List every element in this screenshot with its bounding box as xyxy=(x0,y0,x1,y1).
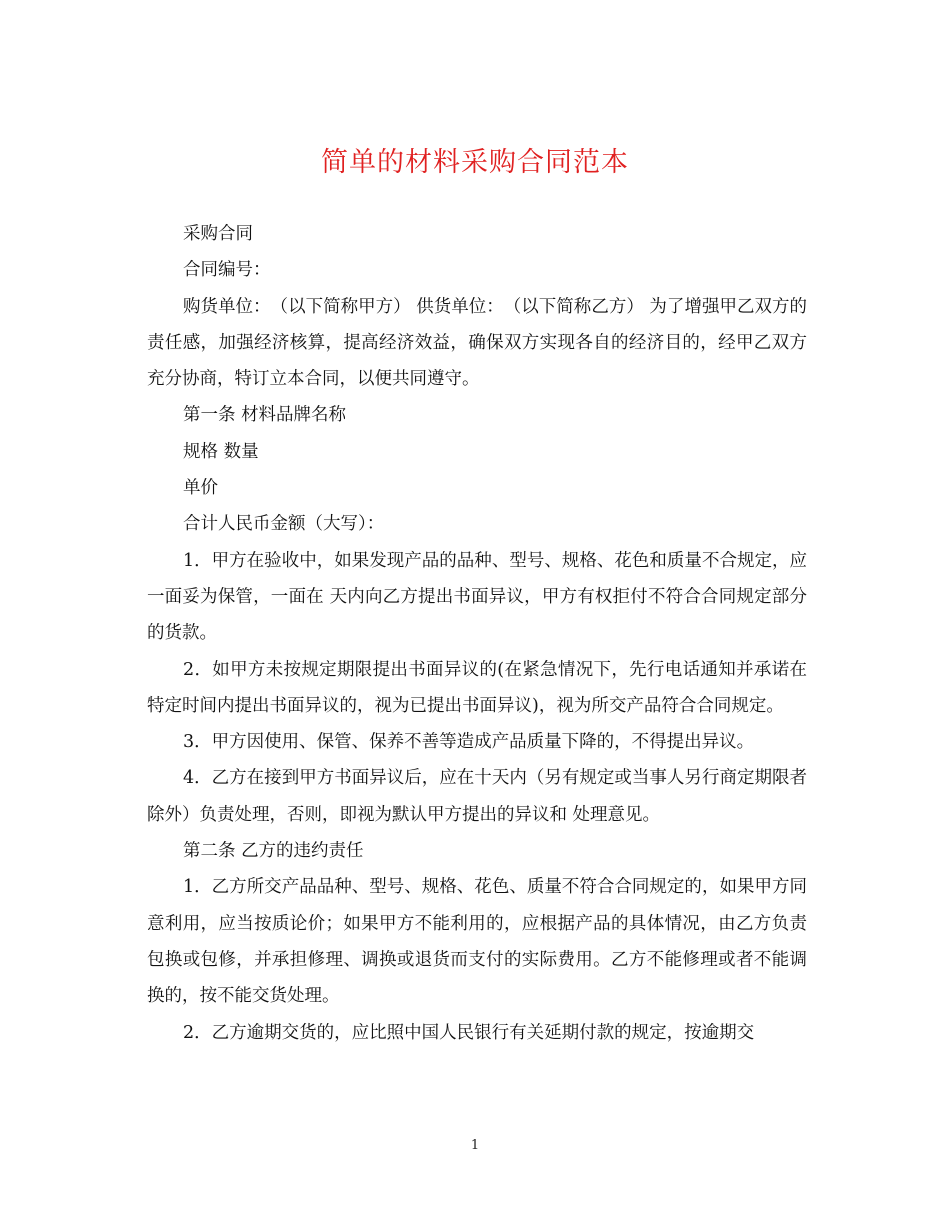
paragraph-spec-quantity: 规格 数量 xyxy=(183,441,259,462)
paragraph-clause-1-1: 1．甲方在验收中，如果发现产品的品种、型号、规格、花色和质量不合规定，应一面妥为保管，一面在 天内向乙方提出书面异议，甲方有权拒付不符合合同规定部分的货款。 xyxy=(147,550,807,644)
document-title: 简单的材料采购合同范本 xyxy=(321,147,629,178)
paragraph-contract-heading: 采购合同 xyxy=(183,224,253,244)
paragraph-clause-1-2: 2．如甲方未按规定期限提出书面异议的(在紧急情况下，先行电话通知并承诺在特定时间内提出书面异议的，视为已提出书面异议)，视为所交产品符合合同规定。 xyxy=(147,659,807,716)
paragraph-article-1: 第一条 材料品牌名称 xyxy=(183,405,347,426)
paragraph-contract-number: 合同编号： xyxy=(183,260,271,281)
paragraph-article-2: 第二条 乙方的违约责任 xyxy=(183,841,364,862)
paragraph-clause-1-3: 3．甲方因使用、保管、保养不善等造成产品质量下降的，不得提出异议。 xyxy=(183,732,755,753)
paragraph-clause-1-4: 4．乙方在接到甲方书面异议后，应在十天内（另有规定或当事人另行商定期限者除外）负责处理，否则，即视为默认甲方提出的异议和 处理意见。 xyxy=(147,768,807,825)
document-body xyxy=(147,216,807,1051)
paragraph-total-amount: 合计人民币金额（大写）： xyxy=(183,514,385,535)
paragraph-parties: 购货单位： （以下简称甲方） 供货单位： （以下简称乙方） 为了增强甲乙双方的责任感，加强经济核算，提高经济效益，确保双方实现各自的经济目的，经甲乙双方充分协商，特订立本合同，以便共同遵守。 xyxy=(147,296,807,390)
paragraph-clause-2-2: 2．乙方逾期交货的，应比照中国人民银行有关延期付款的规定，按逾期交 xyxy=(183,1022,755,1043)
page-number: 1 xyxy=(470,1138,480,1153)
paragraph-clause-2-1: 1．乙方所交产品品种、型号、规格、花色、质量不符合合同规定的，如果甲方同意利用，应当按质论价；如果甲方不能利用的，应根据产品的具体情况，由乙方负责包换或包修，并承担修理、调换或退货而支付的实际费用。乙方不能修理或者不能调换的，按不能交货处理。 xyxy=(147,877,807,1007)
paragraph-unit-price: 单价 xyxy=(183,478,218,499)
